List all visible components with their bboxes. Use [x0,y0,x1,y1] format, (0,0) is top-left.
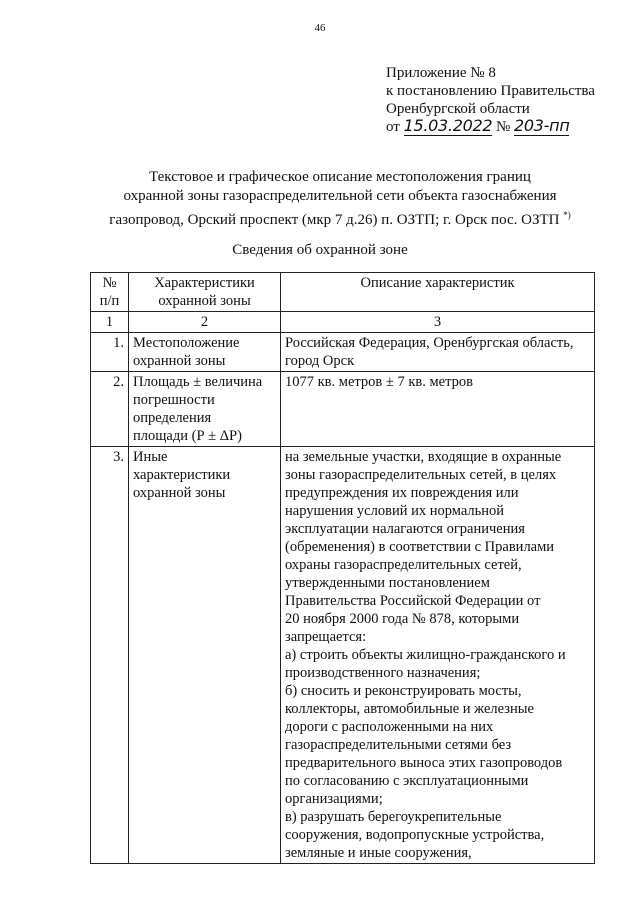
column-index: 3 [281,312,595,333]
cell-line: Российская Федерация, Оренбургская область, [285,335,574,351]
cell-line: в) разрушать берегоукрепительные [285,809,502,825]
column-index: 1 [91,312,129,333]
cell-line: зоны газораспределительных сетей, в целях [285,467,557,483]
row-number: 1. [91,333,129,372]
appendix-line-2: к постановлению Правительства [386,83,595,99]
cell-line: производственного назначения; [285,665,481,681]
row-number: 2. [91,372,129,447]
appendix-order-line [386,118,595,136]
cell-line: на земельные участки, входящие в охранные [285,449,562,465]
cell-line: определения [133,410,212,426]
header-num [91,273,129,312]
cell-line: охраны газораспределительных сетей, [285,557,522,573]
header-num-line: № [102,275,117,291]
row-characteristic [129,447,281,864]
column-index: 2 [129,312,281,333]
row-characteristic [129,333,281,372]
cell-line: охранной зоны [133,353,226,369]
row-description [281,372,595,447]
cell-line: утвержденными постановлением [285,575,490,591]
cell-line: погрешности [133,392,215,408]
cell-line: земляные и иные сооружения, [285,845,472,861]
zone-table [90,272,595,864]
appendix-block [386,64,595,136]
page-number: 46 [314,22,326,34]
date-prefix: от [386,119,400,135]
cell-line: нарушения условий их нормальной [285,503,505,519]
cell-line: эксплуатации налагаются ограничения [285,521,525,537]
cell-line: запрещается: [285,629,367,645]
appendix-line-1: Приложение № 8 [386,65,496,81]
header-characteristics-line: Характеристики [154,275,255,291]
table-row [91,372,595,447]
cell-line: предупреждения их повреждения или [285,485,519,501]
cell-line: 20 ноября 2000 года № 878, которыми [285,611,520,627]
title-line-3-text: газопровод, Орский проспект (мкр 7 д.26) п. ОЗТП; г. Орск пос. ОЗТП [109,212,560,228]
column-index-row [91,312,595,333]
table-row [91,447,595,864]
cell-line: Площадь ± величина [133,374,263,390]
appendix-line-3: Оренбургской области [386,101,530,117]
title-line-1: Текстовое и графическое описание местоположения границ [149,169,531,185]
cell-line: газораспределительными сетями без [285,737,512,753]
cell-line: дороги с расположенными на них [285,719,494,735]
cell-line: б) сносить и реконструировать мосты, [285,683,522,699]
cell-line: Иные [133,449,168,465]
table-header-row [91,273,595,312]
footnote-mark: *) [563,210,571,220]
header-description: Описание характеристик [281,273,595,312]
order-date: 15.03.2022 [403,116,493,135]
cell-line: 1077 кв. метров ± 7 кв. метров [285,374,473,390]
cell-line: по согласованию с эксплуатационными [285,773,529,789]
number-prefix: № [495,119,511,135]
cell-line: (обременения) в соответствии с Правилами [285,539,555,555]
table-row [91,333,595,372]
cell-line: Правительства Российской Федерации от [285,593,541,609]
row-number: 3. [91,447,129,864]
cell-line: Местоположение [133,335,240,351]
row-characteristic [129,372,281,447]
title-line-2: охранной зоны газораспределительной сети объекта газоснабжения [123,188,557,204]
row-description [281,447,595,864]
cell-line: охранной зоны [133,485,226,501]
document-title [60,168,620,230]
cell-line: а) строить объекты жилищно-гражданского и [285,647,566,663]
cell-line: город Орск [285,353,355,369]
cell-line: организациями; [285,791,383,807]
header-characteristics-line: охранной зоны [158,293,251,309]
cell-line: характеристики [133,467,231,483]
row-description [281,333,595,372]
cell-line: предварительного выноса этих газопроводов [285,755,563,771]
section-title: Сведения об охранной зоне [232,242,408,258]
order-number: 203-пп [514,116,570,135]
header-characteristics [129,273,281,312]
cell-line: сооружения, водопропускные устройства, [285,827,545,843]
header-num-line: п/п [99,293,120,309]
cell-line: коллекторы, автомобильные и железные [285,701,534,717]
title-line-3 [60,206,620,230]
cell-line: площади (Р ± ΔР) [133,428,242,444]
